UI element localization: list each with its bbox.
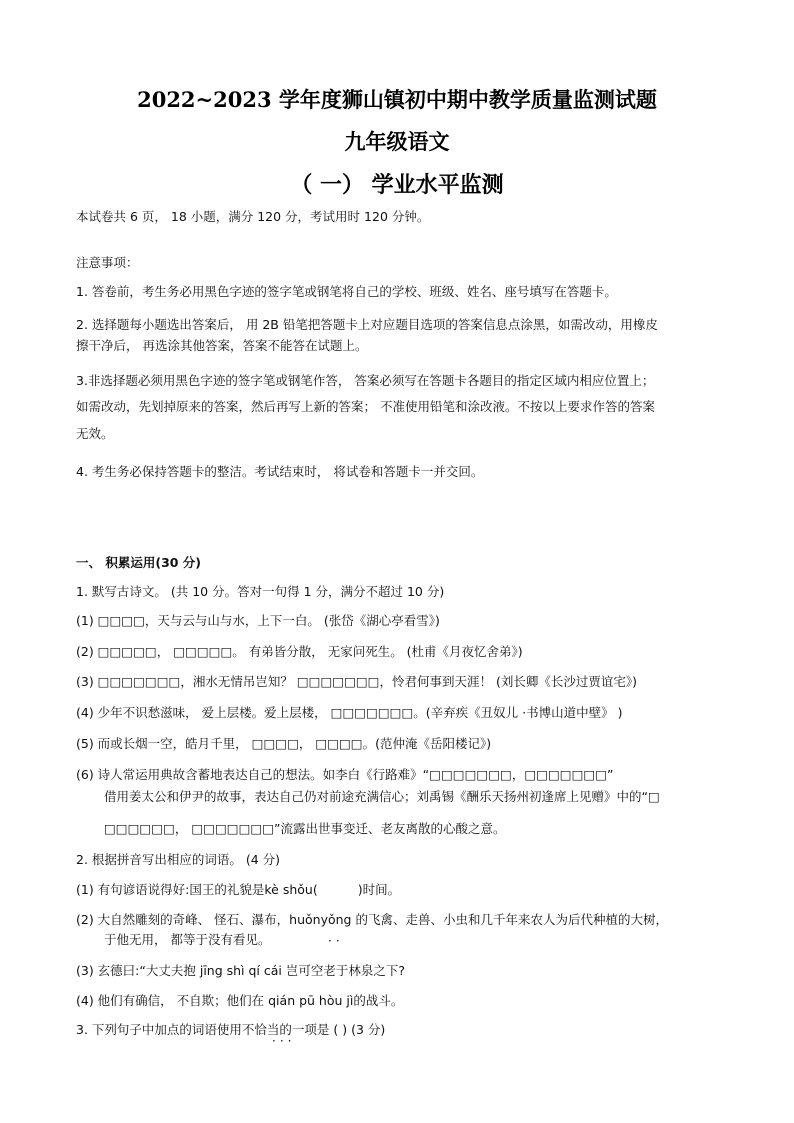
question-2-1-text: (1) 有句谚语说得好:国王的礼貌是kè shǒu( [76, 882, 318, 897]
question-1-4: (4) 少年不识愁滋味， 爱上层楼。爱上层楼， □□□□□□□。(辛弃疾《丑奴儿 ·书博山道中壁》 ) [76, 705, 623, 720]
question-1-3: (3) □□□□□□□，湘水无情吊岂知？ □□□□□□□，怜君何事到天涯！ (刘长卿《长沙过贾谊宅》) [76, 674, 637, 689]
part1-heading: 一、 积累运用(30 分) [76, 555, 202, 570]
question-2-4: (4) 他们有确信， 不自欺；他们在 qián pū hòu jì的战斗。 [76, 993, 404, 1008]
question-2-3: (3) 玄德曰:“大丈夫抱 jīng shì qí cái 岂可空老于林泉之下? [76, 963, 405, 978]
question-1: 1. 默写古诗文。 (共 10 分。答对一句得 1 分，满分不超过 10 分) [76, 584, 445, 599]
question-2-1-tail: )时间。 [357, 882, 401, 897]
notice-item-2: 2. 选择题每小题选出答案后， 用 2B 铅笔把答题卡上对应题目选项的答案信息点涂黑，如需改动，用橡皮 [76, 317, 658, 332]
question-1-5: (5) 而或长烟一空，皓月千里， □□□□， □□□□。(范仲淹《岳阳楼记》) [76, 736, 492, 751]
question-1-1: (1) □□□□，天与云与山与水，上下一白。 (张岱《湖心亭看雪》) [76, 613, 440, 628]
exam-section: （ 一） 学业水平监测 [290, 172, 504, 198]
notice-item-3-cont: 如需改动，先划掉原来的答案，然后再写上新的答案； 不准使用铅笔和涂改液。不按以上要求作答的答案 [76, 399, 655, 414]
question-2-2-cont: 于他无用， 都等于没有看见。 [104, 932, 271, 947]
exam-grade: 九年级语文 [344, 129, 450, 154]
exam-title: 2022~2023 学年度狮山镇初中期中教学质量监测试题 [137, 87, 657, 112]
notice-heading: 注意事项： [76, 255, 139, 270]
notice-item-1: 1. 答卷前，考生务必用黑色字迹的签字笔或钢笔将自己的学校、班级、姓名、座号填写在答题卡。 [76, 284, 617, 299]
question-1-6: (6) 诗人常运用典故含蓄地表达自己的想法。如李白《行路难》“□□□□□□□，□□□□□□□” [76, 767, 614, 782]
emphasis-dots: ··· [272, 1034, 296, 1048]
question-2-2: (2) 大自然雕刻的奇峰、 怪石、瀑布，huǒnyǒng 的飞禽、走兽、小虫和几千年来农人为后代种植的大树， [76, 912, 668, 927]
notice-item-3-end: 无效。 [76, 426, 114, 441]
emphasis-dots: ·· [328, 934, 344, 948]
exam-intro: 本试卷共 6 页， 18 小题，满分 120 分，考试用时 120 分钟。 [76, 209, 430, 224]
question-2-1 [76, 881, 400, 899]
notice-item-3: 3.非选择题必须用黑色字迹的签字笔或钢笔作答， 答案必须写在答题卡各题目的指定区域内相应位置上； [76, 373, 655, 388]
question-2: 2. 根据拼音写出相应的词语。 (4 分) [76, 852, 281, 867]
question-3: 3. 下列句子中加点的词语使用不恰当的一项是 ( ) (3 分) [76, 1022, 386, 1037]
question-1-6-end: □□□□□□， □□□□□□□”流露出世事变迁、老友离散的心酸之意。 [104, 821, 506, 836]
notice-item-2-cont: 擦干净后， 再选涂其他答案，答案不能答在试题上。 [76, 338, 368, 353]
question-1-6-cont: 借用姜太公和伊尹的故事，表达自己仍对前途充满信心；刘禹锡《酬乐天扬州初逢席上见赠》中的“□ [104, 789, 660, 804]
notice-item-4: 4. 考生务必保持答题卡的整洁。考试结束时， 将试卷和答题卡一并交回。 [76, 464, 484, 479]
question-1-2: (2) □□□□□， □□□□□。 有弟皆分散， 无家问死生。 (杜甫《月夜忆舍弟》) [76, 644, 523, 659]
